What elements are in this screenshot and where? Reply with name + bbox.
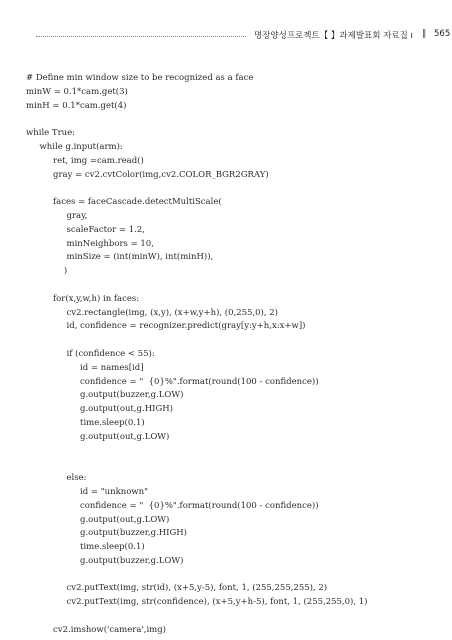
code-line: time.sleep(0.1) [26, 417, 145, 428]
code-line: cv2.putText(img, str(confidence), (x+5,y+h-5), font, 1, (255,255,0), 1) [26, 597, 368, 608]
code-line [26, 458, 426, 472]
code-line: id = names[id] [26, 362, 144, 373]
code-line: g.output(buzzer,g.LOW) [26, 555, 184, 566]
code-line: ) [26, 266, 68, 277]
code-line [26, 334, 426, 348]
header-title: 명장양성프로젝트【 】과제발표회 자료집 ı [254, 31, 413, 41]
code-line: minSize = (int(minW), int(minH)), [26, 252, 214, 263]
code-line: while g.input(arm): [26, 141, 123, 152]
code-line: g.output(buzzer,g.HIGH) [26, 528, 188, 539]
code-listing [26, 72, 426, 638]
header-dotted-rule [36, 36, 246, 37]
code-line: while True: [26, 128, 76, 139]
code-line: minNeighbors = 10, [26, 238, 154, 249]
code-line: g.output(out,g.LOW) [26, 514, 170, 525]
code-line: g.output(buzzer,g.LOW) [26, 390, 184, 401]
code-line: cv2.rectangle(img, (x,y), (x+w,y+h), (0,255,0), 2) [26, 307, 278, 318]
code-line [26, 113, 426, 127]
code-line: g.output(out,g.LOW) [26, 431, 170, 442]
code-line: ret, img =cam.read() [26, 155, 144, 166]
code-line: faces = faceCascade.detectMultiScale( [26, 197, 222, 208]
code-line: else: [26, 473, 87, 484]
page-number: 565 [434, 29, 451, 39]
code-line: confidence = " {0}%".format(round(100 - confidence)) [26, 500, 319, 511]
code-line: scaleFactor = 1.2, [26, 224, 145, 235]
header-separator: ‖ [422, 29, 427, 39]
code-line: g.output(out,g.HIGH) [26, 404, 173, 415]
code-line: id = "unknown" [26, 486, 148, 497]
code-line [26, 569, 426, 583]
code-line: gray = cv2.cvtColor(img,cv2.COLOR_BGR2GRAY) [26, 169, 269, 180]
code-line: if (confidence < 55): [26, 348, 155, 359]
code-line: gray, [26, 210, 88, 221]
code-line: # Define min window size to be recognized as a face [26, 73, 254, 83]
code-line [26, 279, 426, 293]
code-line [26, 182, 426, 196]
code-line: minH = 0.1*cam.get(4) [26, 100, 127, 111]
code-line: minW = 0.1*cam.get(3) [26, 86, 128, 97]
code-line: id, confidence = recognizer.predict(gray[y:y+h,x:x+w]) [26, 321, 306, 332]
code-line [26, 610, 426, 624]
page-header [36, 28, 451, 44]
code-line: cv2.imshow('camera',img) [26, 624, 166, 635]
code-line: cv2.putText(img, str(id), (x+5,y-5), font, 1, (255,255,255), 2) [26, 583, 328, 594]
code-line: for(x,y,w,h) in faces: [26, 293, 140, 304]
code-line: time.sleep(0.1) [26, 542, 145, 553]
code-line [26, 445, 426, 459]
code-line: confidence = " {0}%".format(round(100 - confidence)) [26, 376, 319, 387]
